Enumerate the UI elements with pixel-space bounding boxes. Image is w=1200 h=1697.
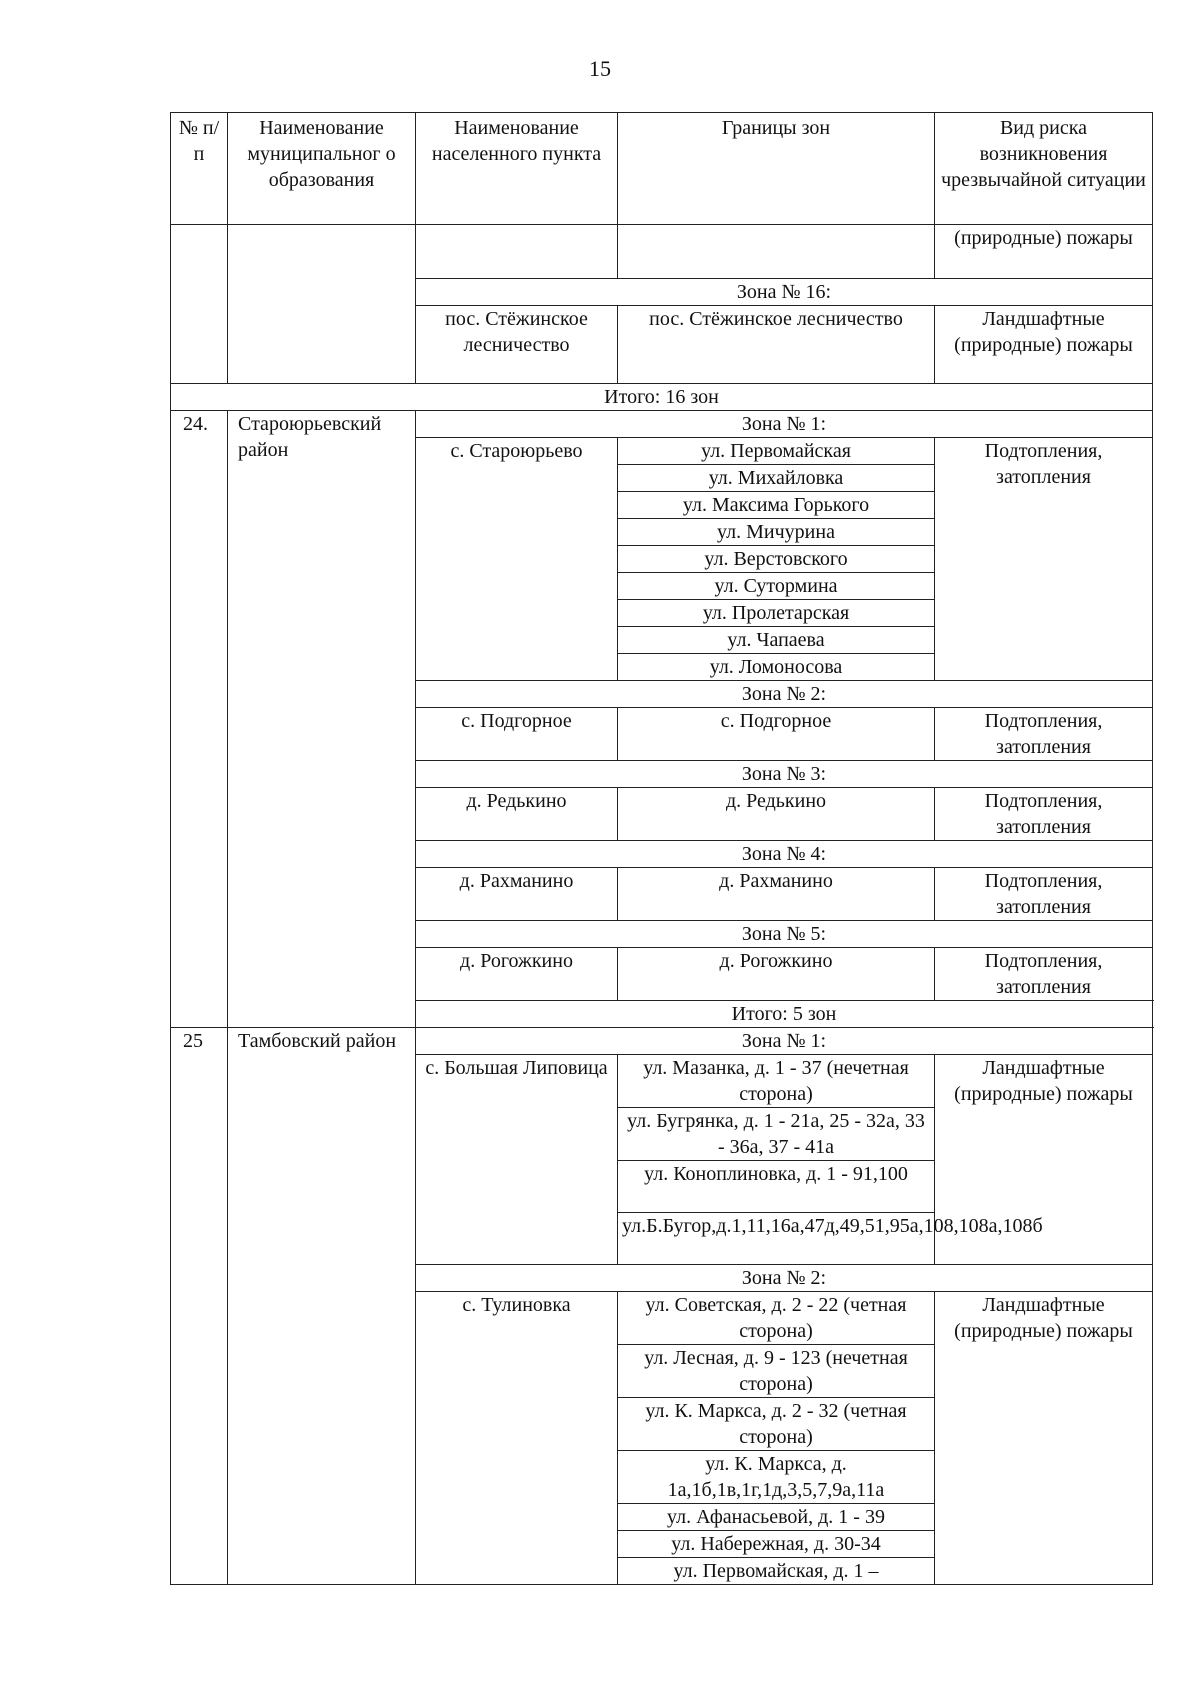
cell-risk: Ландшафтные (природные) пожары <box>935 1055 1153 1265</box>
table-header-row <box>171 113 1153 225</box>
cell-street: ул. Афанасьевой, д. 1 - 39 <box>618 1504 935 1531</box>
cell-street: ул. Мичурина <box>618 519 935 546</box>
zone-label: Зона № 2: <box>416 1265 1153 1292</box>
zone-row <box>171 1028 1153 1055</box>
zone-label: Зона № 5: <box>416 921 1153 948</box>
cell-street: ул. Коноплиновка, д. 1 - 91,100 <box>618 1161 935 1213</box>
cell-street: ул. Первомайская <box>618 438 935 465</box>
cell-street: ул. Максима Горького <box>618 492 935 519</box>
cell-street: ул. Бугрянка, д. 1 - 21а, 25 - 32а, 33 - 36а, 37 - 41а <box>618 1108 935 1161</box>
header-municipality: Наименование муниципальног о образования <box>228 113 416 225</box>
total-row <box>171 384 1153 411</box>
cell-risk: Подтопления, затопления <box>935 788 1153 841</box>
total-label: Итого: 5 зон <box>416 1001 1153 1028</box>
cell-boundary: д. Рогожкино <box>618 948 935 1001</box>
cell-risk: Подтопления, затопления <box>935 868 1153 921</box>
cell-risk: Ландшафтные (природные) пожары <box>935 306 1153 384</box>
cell-boundary: д. Редькино <box>618 788 935 841</box>
cell-street: ул. Лесная, д. 9 - 123 (нечетная сторона) <box>618 1345 935 1398</box>
cell-street: ул. К. Маркса, д. 2 - 32 (четная сторона) <box>618 1398 935 1451</box>
zone-label: Зона № 16: <box>416 279 1153 306</box>
cell-settlement <box>416 225 618 279</box>
cell-settlement: д. Рахманино <box>416 868 618 921</box>
cell-risk: Подтопления, затопления <box>935 708 1153 761</box>
cell-settlement: д. Редькино <box>416 788 618 841</box>
header-settlement: Наименование населенного пункта <box>416 113 618 225</box>
cell-street: ул. К. Маркса, д. 1а,1б,1в,1г,1д,3,5,7,9а,11а <box>618 1451 935 1504</box>
table-row <box>171 225 1153 279</box>
total-label: Итого: 16 зон <box>171 384 1153 411</box>
cell-num: 25 <box>171 1028 228 1585</box>
cell-street: ул. Мазанка, д. 1 - 37 (нечетная сторона) <box>618 1055 935 1108</box>
cell-boundary: пос. Стёжинское лесничество <box>618 306 935 384</box>
cell-street: ул. Набережная, д. 30-34 <box>618 1531 935 1558</box>
cell-street: ул. Советская, д. 2 - 22 (четная сторона) <box>618 1292 935 1345</box>
risk-zones-table <box>170 112 1153 1585</box>
header-risk: Вид риска возникновения чрезвычайной ситуации <box>935 113 1153 225</box>
cell-boundary <box>618 225 935 279</box>
cell-settlement: с. Большая Липовица <box>416 1055 618 1265</box>
cell-street: ул. Сутормина <box>618 573 935 600</box>
cell-settlement: с. Подгорное <box>416 708 618 761</box>
cell-boundary: д. Рахманино <box>618 868 935 921</box>
cell-settlement: д. Рогожкино <box>416 948 618 1001</box>
zone-label: Зона № 1: <box>416 411 1153 438</box>
zone-row <box>171 411 1153 438</box>
zone-label: Зона № 2: <box>416 681 1153 708</box>
page-number: 15 <box>589 56 611 81</box>
header-boundaries: Границы зон <box>618 113 935 225</box>
cell-street: ул.Б.Бугор,д.1,11,16а,47д,49,51,95а,108,108а,108б <box>618 1213 935 1265</box>
zone-label: Зона № 4: <box>416 841 1153 868</box>
cell-num: 24. <box>171 411 228 1028</box>
zone-label: Зона № 3: <box>416 761 1153 788</box>
cell-municipality: Тамбовский район <box>228 1028 416 1585</box>
cell-street: ул. Пролетарская <box>618 600 935 627</box>
cell-street: ул. Верстовского <box>618 546 935 573</box>
cell-municipality: Староюрьевский район <box>228 411 416 1028</box>
cell-street: ул. Первомайская, д. 1 – <box>618 1558 935 1585</box>
cell-street: ул. Чапаева <box>618 627 935 654</box>
cell-settlement: с. Староюрьево <box>416 438 618 681</box>
cell-num <box>171 225 228 384</box>
cell-street: ул. Ломоносова <box>618 654 935 681</box>
cell-municipality <box>228 225 416 384</box>
header-num: № п/п <box>171 113 228 225</box>
cell-settlement: с. Тулиновка <box>416 1292 618 1585</box>
cell-settlement: пос. Стёжинское лесничество <box>416 306 618 384</box>
cell-risk: Подтопления, затопления <box>935 438 1153 681</box>
cell-risk: Ландшафтные (природные) пожары <box>935 1292 1153 1585</box>
cell-boundary: с. Подгорное <box>618 708 935 761</box>
cell-risk: (природные) пожары <box>935 225 1153 279</box>
cell-street: ул. Михайловка <box>618 465 935 492</box>
zone-label: Зона № 1: <box>416 1028 1153 1055</box>
cell-risk: Подтопления, затопления <box>935 948 1153 1001</box>
